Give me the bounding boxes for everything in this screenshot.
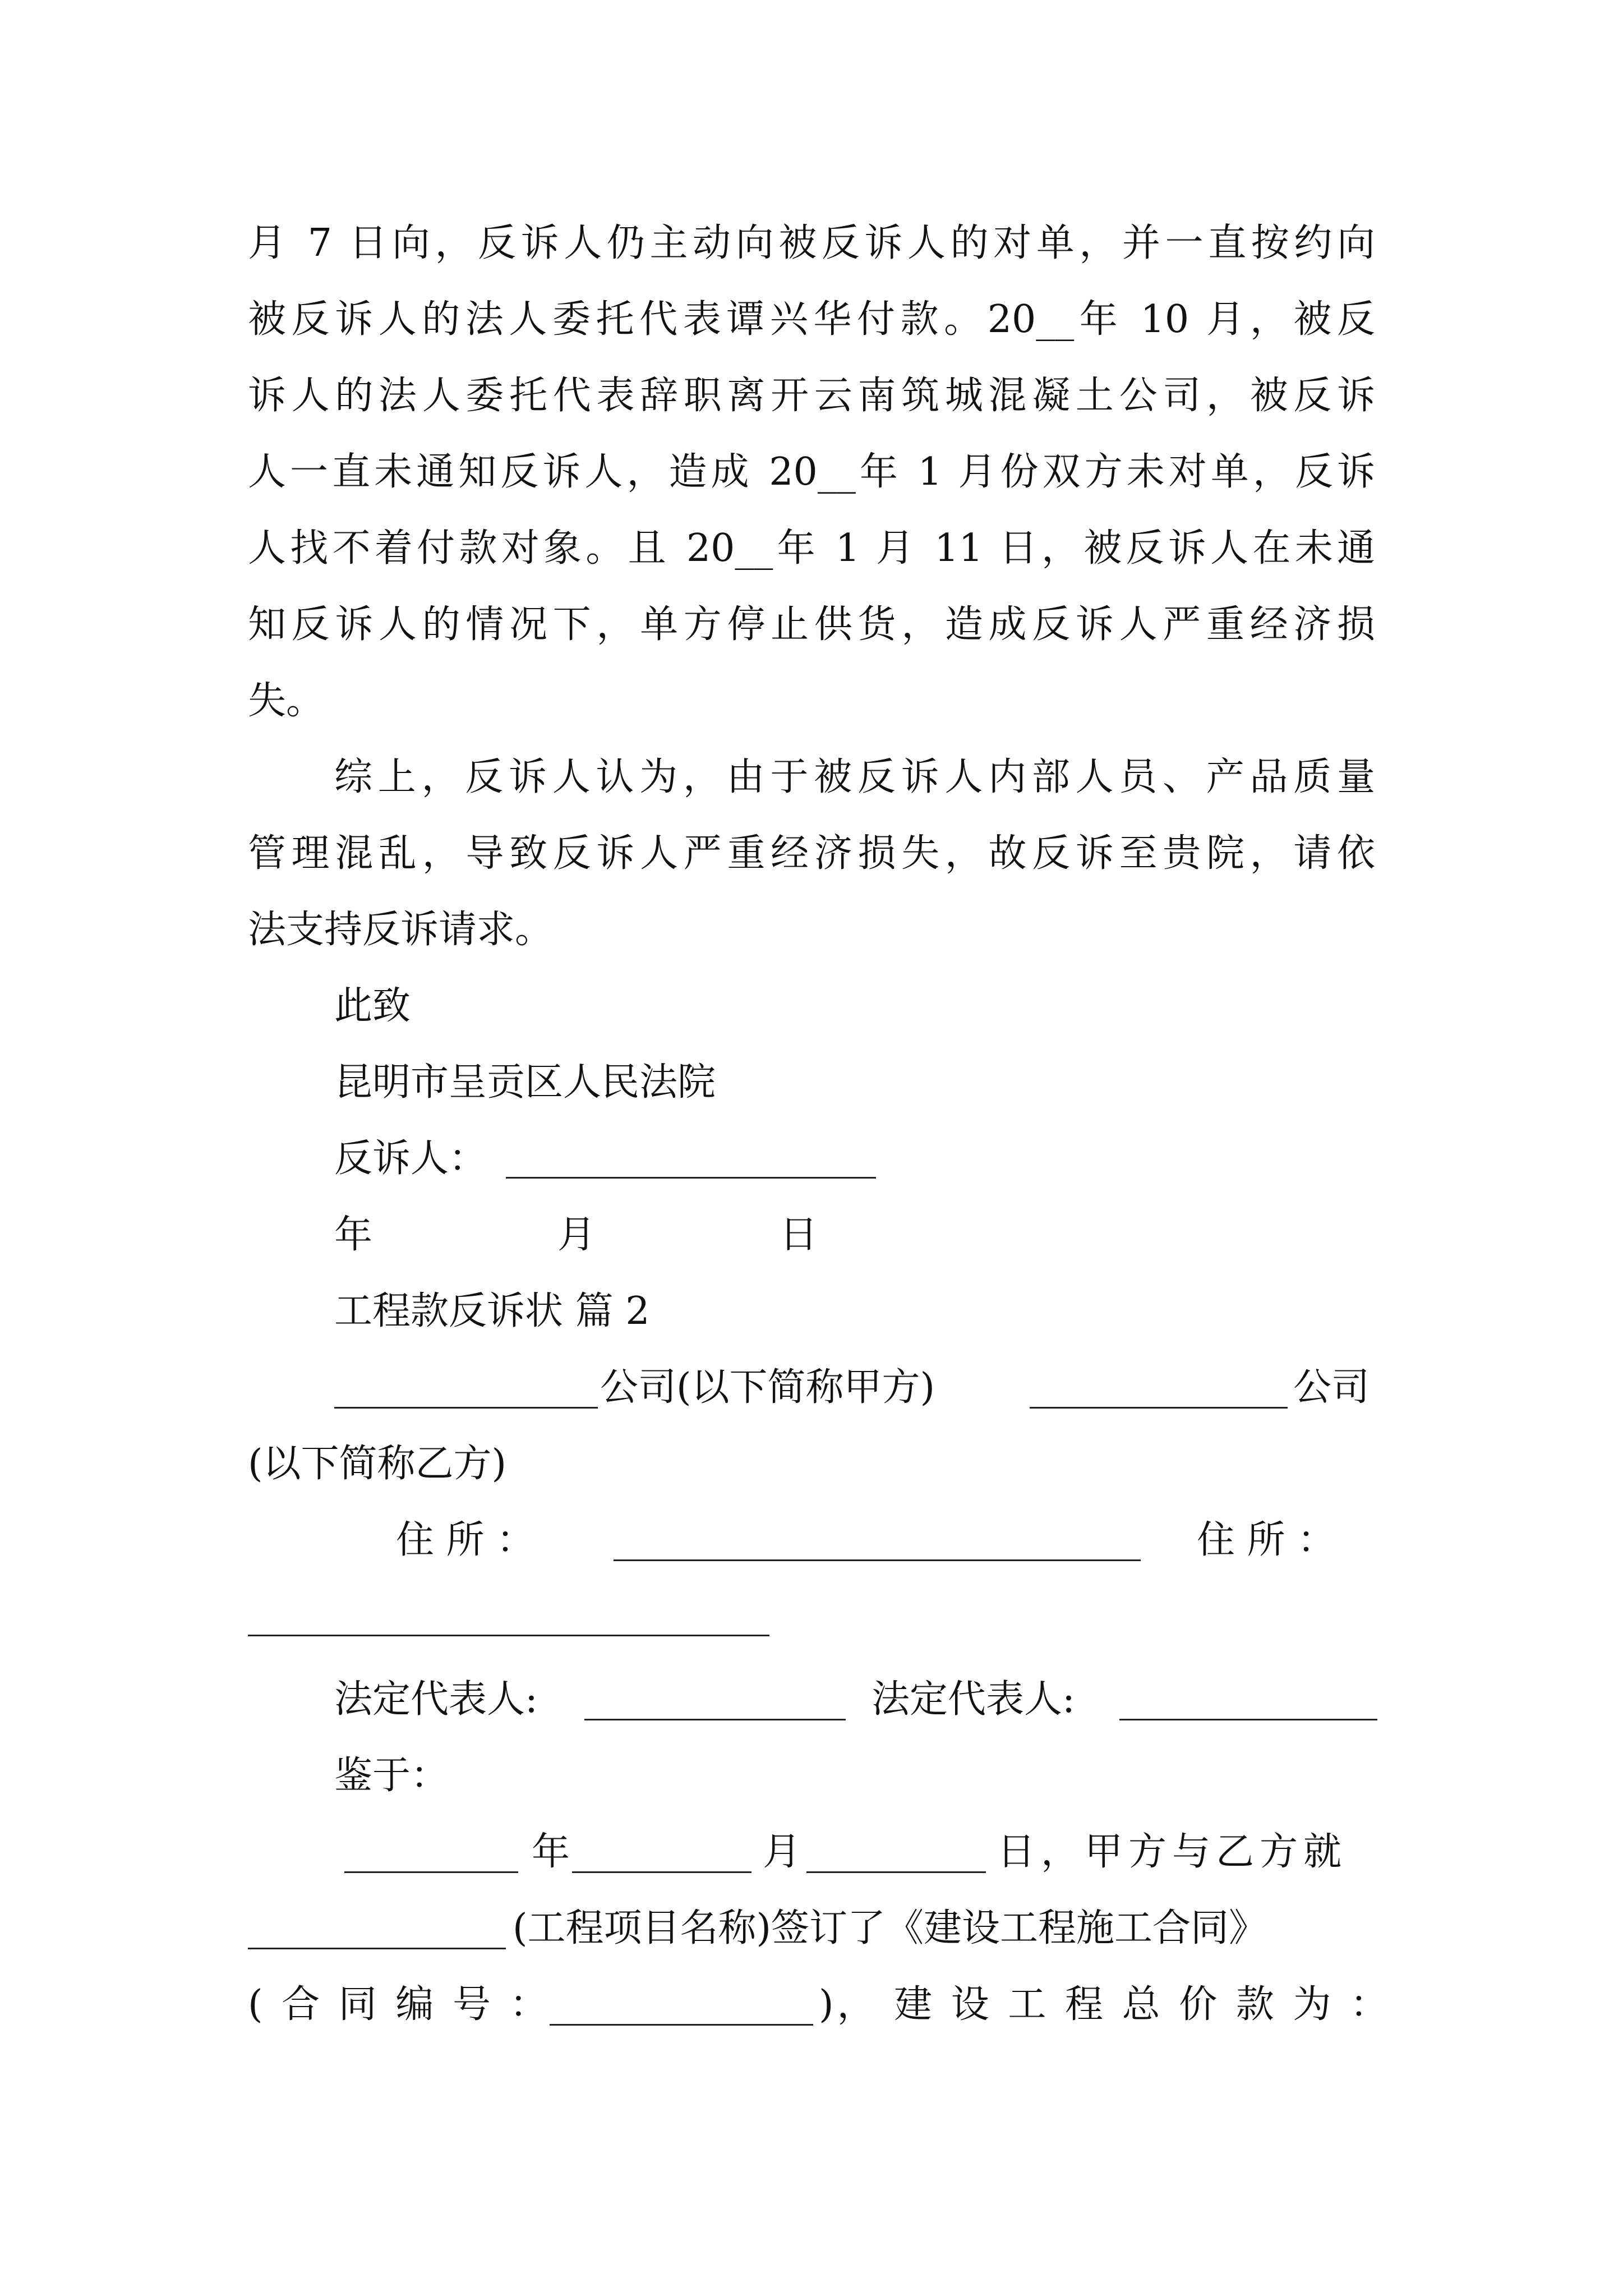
whereas-label: 鉴于： [334, 1754, 449, 1798]
para1-line-1: 月 7 日向，反诉人仍主动向被反诉人的对单，并一直按约向 [248, 221, 1375, 265]
para2-line-3: 法支持反诉请求。 [248, 908, 554, 952]
contract-year-blank [344, 1871, 518, 1873]
contract-day-suffix: 日，甲方与乙方就 [997, 1830, 1348, 1874]
salutation: 此致 [334, 984, 411, 1028]
contract-number-prefix: ( 合 同 编 号 ： [248, 1982, 551, 2027]
para1-line-6: 知反诉人的情况下，单方停止供货，造成反诉人严重经济损 [248, 602, 1375, 647]
contract-month: 月 [763, 1830, 801, 1874]
project-name-blank [248, 1948, 506, 1949]
para2-line-1: 综上，反诉人认为，由于被反诉人内部人员、产品质量 [334, 755, 1375, 799]
contract-project: (工程项目名称)签订了《建设工程施工合同》 [513, 1906, 1267, 1950]
address-blank-1 [614, 1559, 1141, 1561]
legal-rep-blank-2 [1119, 1719, 1377, 1720]
para1-line-4: 人一直未通知反诉人，造成 20__年 1 月份双方未对单，反诉 [248, 450, 1375, 494]
date-day: 日 [780, 1213, 818, 1257]
address-label-1: 住 所 ： [396, 1518, 535, 1562]
date-month: 月 [557, 1213, 596, 1257]
para1-line-2: 被反诉人的法人委托代表谭兴华付款。20__年 10 月，被反 [248, 297, 1375, 342]
para1-line-3: 诉人的法人委托代表辞职离开云南筑城混凝土公司，被反诉 [248, 374, 1375, 418]
party-b-suffix: 公司 [1293, 1365, 1370, 1410]
address-blank-2 [248, 1635, 769, 1636]
party-a-blank [334, 1407, 598, 1409]
party-b-note: (以下简称乙方) [248, 1442, 507, 1486]
section-title: 工程款反诉状 篇 2 [334, 1289, 650, 1333]
legal-rep-label-1: 法定代表人: [334, 1677, 538, 1722]
party-b-blank [1030, 1407, 1288, 1409]
contract-number-suffix: )， 建 设 工 程 总 价 款 为 ： [819, 1982, 1392, 2027]
counter-claimant-blank [506, 1177, 876, 1179]
legal-rep-label-2: 法定代表人: [872, 1677, 1075, 1722]
contract-month-blank [572, 1871, 751, 1873]
contract-year: 年 [532, 1830, 570, 1874]
address-label-2: 住 所 ： [1197, 1518, 1336, 1562]
contract-day-blank [806, 1871, 986, 1873]
counter-claimant-label: 反诉人： [334, 1137, 487, 1181]
court-name: 昆明市呈贡区人民法院 [334, 1060, 716, 1105]
para2-line-2: 管理混乱，导致反诉人严重经济损失，故反诉至贵院，请依 [248, 831, 1375, 876]
legal-rep-blank-1 [584, 1719, 846, 1720]
contract-number-blank [550, 2024, 813, 2026]
para1-line-7: 失。 [248, 679, 325, 723]
date-year: 年 [334, 1213, 373, 1257]
party-a-suffix: 公司(以下简称甲方) [600, 1365, 935, 1410]
para1-line-5: 人找不着付款对象。且 20__年 1 月 11 日，被反诉人在未通 [248, 526, 1375, 570]
